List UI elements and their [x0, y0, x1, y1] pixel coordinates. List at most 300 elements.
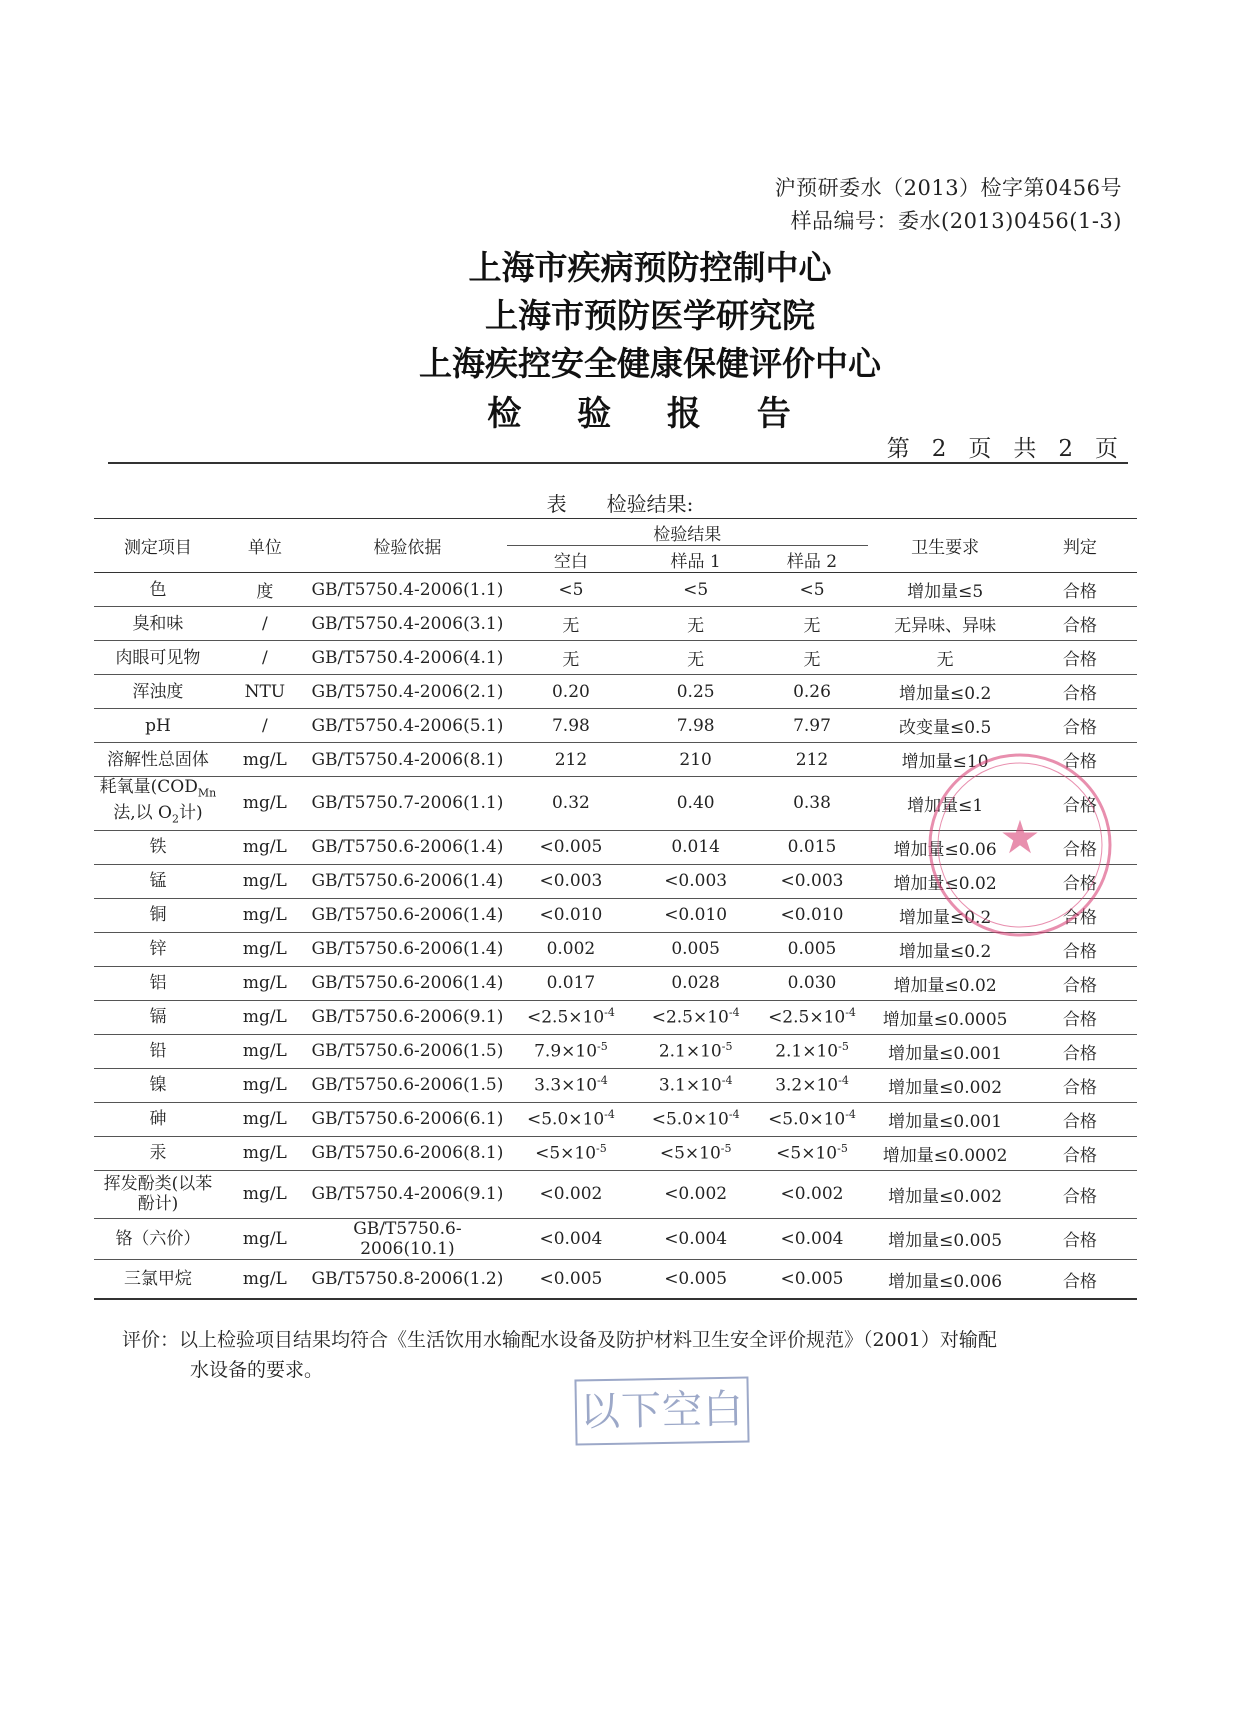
cell-sample-2: [756, 1000, 867, 1034]
evaluation-line-2: 水设备的要求。: [190, 1359, 324, 1381]
cell-verdict: [1023, 966, 1137, 1000]
cell-unit: [222, 1034, 308, 1068]
cell-unit-text: /: [261, 647, 268, 668]
page-number: 2: [931, 436, 947, 462]
cell-unit: [222, 1000, 308, 1034]
cell-sample-1-text: <5.0×10: [651, 1110, 729, 1131]
cell-requirement-text: 增加量≤0.2: [898, 907, 992, 928]
cell-basis-text: GB/T5750.4-2006(9.1): [311, 1184, 504, 1205]
cell-sample-1-text: 3.1×10: [658, 1076, 722, 1097]
table-row: [94, 675, 1137, 709]
cell-unit-text: mg/L: [242, 1109, 287, 1130]
cell-verdict-text: 合格: [1062, 941, 1097, 962]
cell-basis-text: GB/T5750.6-2006(1.4): [311, 973, 504, 994]
cell-requirement: [868, 709, 1023, 743]
cell-unit: [222, 898, 308, 932]
item-subscript: Mn: [197, 786, 217, 800]
cell-unit-text: mg/L: [242, 793, 287, 814]
cell-blank: [507, 675, 635, 709]
cell-verdict: [1023, 1218, 1137, 1259]
cell-sample-1: [635, 1259, 757, 1299]
cell-verdict-text: 合格: [1062, 582, 1097, 602]
caption-prefix: 表: [546, 492, 567, 516]
table-row: [94, 966, 1137, 1000]
cell-requirement-text: 增加量≤0.2: [898, 941, 992, 962]
cell-requirement-text: 增加量≤0.002: [888, 1186, 1003, 1207]
cell-sample-2-text: 3.2×10: [775, 1076, 839, 1097]
cell-verdict: [1023, 709, 1137, 743]
cell-unit-text: NTU: [244, 681, 286, 702]
cell-basis-text: GB/T5750.6-2006(6.1): [311, 1109, 504, 1130]
cell-sample-2-text: 0.030: [787, 973, 837, 994]
cell-basis-text: GB/T5750.4-2006(8.1): [311, 749, 504, 770]
cell-basis: [308, 830, 507, 864]
cell-sample-2: [756, 607, 867, 641]
cell-blank-text: <5: [558, 579, 584, 600]
cell-sample-2-text: 无: [803, 650, 821, 670]
cell-verdict-text: 合格: [1062, 1145, 1097, 1166]
cell-sample-2-text: 0.38: [793, 793, 831, 814]
table-row: [94, 709, 1137, 743]
cell-item: [94, 573, 222, 607]
cell-requirement: [868, 573, 1023, 607]
cell-blank: [507, 932, 635, 966]
cell-blank: [507, 898, 635, 932]
cell-sample-1: [635, 1136, 757, 1170]
cell-sample-2: [756, 1068, 867, 1102]
cell-basis: [308, 1102, 507, 1136]
cell-blank-text: <0.010: [539, 905, 603, 926]
cell-blank-text: 212: [554, 749, 588, 770]
cell-blank: [507, 1170, 635, 1218]
cell-basis: [308, 1068, 507, 1102]
cell-blank-text: <0.003: [539, 871, 603, 892]
header-sample-2: 样品 2: [786, 551, 838, 572]
item-text: 铜: [149, 905, 167, 926]
cell-blank-text: 0.017: [546, 973, 596, 994]
cell-basis-text: GB/T5750.4-2006(3.1): [311, 613, 504, 634]
cell-requirement-text: 增加量≤0.2: [898, 684, 992, 704]
cell-verdict: [1023, 1136, 1137, 1170]
cell-blank-text: 0.32: [551, 793, 590, 814]
item-subscript-2: 2: [171, 812, 179, 826]
cell-sample-1: [635, 777, 757, 831]
cell-sample-1: [635, 898, 757, 932]
item-text: 铝: [149, 973, 167, 994]
cell-sample-2-text: <0.010: [780, 905, 844, 926]
item-text-tail: 计): [178, 803, 203, 824]
cell-blank: [507, 1136, 635, 1170]
item-text: 砷: [149, 1109, 167, 1130]
cell-requirement-text: 增加量≤0.002: [888, 1077, 1003, 1098]
table-row: [94, 1170, 1137, 1218]
cell-sample-2: [756, 709, 867, 743]
header-unit: 单位: [247, 538, 282, 558]
cell-verdict-text: 合格: [1062, 650, 1097, 670]
report-number: 沪预研委水（2013）检字第0456号: [774, 176, 1122, 200]
cell-requirement: [868, 1136, 1023, 1170]
header-divider: [108, 462, 1128, 464]
cell-verdict-text: 合格: [1062, 839, 1097, 860]
cell-blank-text: <5×10: [535, 1144, 597, 1165]
cell-basis: [308, 932, 507, 966]
cell-verdict: [1023, 1102, 1137, 1136]
item-text: 汞: [149, 1143, 167, 1164]
cell-unit-text: mg/L: [242, 1007, 287, 1028]
cell-blank-text: <5.0×10: [526, 1110, 605, 1131]
cell-verdict-text: 合格: [1062, 975, 1097, 996]
header-item: 测定项目: [123, 538, 192, 558]
cell-sample-2-text: <0.002: [780, 1184, 844, 1205]
table-row: [94, 1218, 1137, 1259]
cell-unit: [222, 830, 308, 864]
cell-requirement: [868, 1102, 1023, 1136]
cell-unit-text: mg/L: [242, 939, 287, 960]
cell-basis: [308, 641, 507, 675]
cell-sample-2: [756, 675, 867, 709]
cell-verdict-text: 合格: [1062, 873, 1097, 894]
table-row: [94, 1136, 1137, 1170]
red-seal-stamp: [920, 745, 1120, 945]
cell-sample-2-text: 0.26: [793, 681, 831, 702]
cell-sample-1: [635, 1218, 757, 1259]
cell-sample-1: [635, 743, 757, 777]
evaluation-text: [122, 1325, 1112, 1385]
cell-blank: [507, 777, 635, 831]
cell-item: [94, 1034, 222, 1068]
cell-sample-1-text: 0.40: [676, 793, 715, 814]
table-row: [94, 573, 1137, 607]
table-caption: [0, 488, 1240, 517]
cell-blank: [507, 1102, 635, 1136]
cell-sample-1-text: <2.5×10: [651, 1008, 729, 1029]
cell-unit: [222, 864, 308, 898]
cell-sample-1: [635, 864, 757, 898]
cell-unit-text: mg/L: [242, 1075, 287, 1096]
cell-verdict-text: 合格: [1062, 1186, 1097, 1207]
item-text: 三氯甲烷: [123, 1269, 192, 1290]
cell-requirement: [868, 675, 1023, 709]
header-result-group: 检验结果: [507, 519, 868, 546]
cell-item: [94, 1218, 222, 1259]
cell-blank: [507, 1218, 635, 1259]
cell-verdict-text: 合格: [1062, 1231, 1097, 1252]
cell-unit: [222, 1170, 308, 1218]
org-name-1: 上海市疾病预防控制中心: [468, 248, 832, 287]
cell-requirement: [868, 641, 1023, 675]
header-verdict: 判定: [1062, 538, 1097, 558]
cell-item: [94, 898, 222, 932]
cell-sample-1-text: 0.25: [676, 681, 715, 702]
cell-basis: [308, 777, 507, 831]
cell-requirement: [868, 1000, 1023, 1034]
cell-sample-2: [756, 1170, 867, 1218]
svg-text:★: ★: [999, 810, 1041, 864]
cell-item: [94, 1259, 222, 1299]
cell-blank-text: <0.005: [539, 837, 603, 858]
caption-text: 检验结果:: [606, 492, 694, 516]
cell-sample-1: [635, 573, 757, 607]
cell-sample-1-exponent: -5: [721, 1040, 733, 1054]
cell-sample-1: [635, 1068, 757, 1102]
cell-sample-2: [756, 1034, 867, 1068]
cell-blank: [507, 966, 635, 1000]
cell-unit-text: mg/L: [242, 871, 287, 892]
cell-basis: [308, 573, 507, 607]
cell-requirement-text: 增加量≤10: [901, 752, 989, 772]
cell-unit-text: mg/L: [242, 1143, 287, 1164]
cell-sample-2-text: 2.1×10: [775, 1042, 839, 1063]
item-text-line-2: 酚计): [137, 1194, 179, 1215]
cell-sample-2: [756, 1136, 867, 1170]
cell-basis: [308, 966, 507, 1000]
cell-basis-text: GB/T5750.4-2006(4.1): [311, 647, 504, 668]
cell-basis: [308, 864, 507, 898]
cell-sample-2-text: <5.0×10: [768, 1110, 846, 1131]
cell-sample-1: [635, 675, 757, 709]
cell-requirement-text: 增加量≤0.02: [893, 873, 997, 894]
item-text: 浑浊度: [132, 681, 184, 702]
cell-sample-1: [635, 1170, 757, 1218]
item-text: 挥发酚类(以苯: [103, 1174, 213, 1195]
cell-blank: [507, 607, 635, 641]
cell-unit-text: mg/L: [242, 905, 287, 926]
cell-requirement-text: 增加量≤0.001: [888, 1111, 1003, 1132]
cell-basis: [308, 743, 507, 777]
cell-unit: [222, 743, 308, 777]
cell-item: [94, 641, 222, 675]
cell-basis-text: GB/T5750.6-2006(9.1): [311, 1007, 504, 1028]
cell-blank: [507, 641, 635, 675]
cell-blank-exponent: -5: [596, 1142, 607, 1156]
cell-blank: [507, 1068, 635, 1102]
cell-unit: [222, 777, 308, 831]
cell-sample-1: [635, 1102, 757, 1136]
cell-blank-text: 7.9×10: [534, 1042, 598, 1063]
cell-verdict: [1023, 573, 1137, 607]
cell-blank-text: <2.5×10: [526, 1008, 605, 1029]
cell-sample-1: [635, 709, 757, 743]
cell-sample-2-exponent: -4: [845, 1108, 856, 1122]
cell-unit: [222, 1102, 308, 1136]
cell-verdict-text: 合格: [1062, 616, 1097, 636]
cell-verdict-text: 合格: [1062, 1111, 1097, 1132]
cell-verdict-text: 合格: [1062, 1271, 1097, 1292]
cell-requirement: [868, 1170, 1023, 1218]
cell-sample-2-exponent: -5: [837, 1142, 848, 1156]
cell-sample-2-text: 7.97: [793, 715, 831, 736]
cell-unit: [222, 675, 308, 709]
cell-basis: [308, 1000, 507, 1034]
cell-verdict-text: 合格: [1062, 1009, 1097, 1030]
total-unit: 页: [1095, 436, 1118, 462]
cell-requirement-text: 增加量≤0.005: [888, 1231, 1003, 1252]
cell-sample-1: [635, 1000, 757, 1034]
cell-basis-text: GB/T5750.4-2006(5.1): [311, 715, 504, 736]
cell-sample-2-text: 无: [803, 616, 821, 636]
cell-requirement-text: 增加量≤0.0002: [882, 1145, 1008, 1166]
cell-requirement: [868, 1034, 1023, 1068]
cell-item: [94, 675, 222, 709]
item-text: 铅: [149, 1041, 167, 1062]
cell-basis-text: GB/T5750.6-2006(1.4): [311, 939, 504, 960]
cell-sample-1-text: <0.004: [664, 1228, 728, 1249]
cell-item: [94, 1136, 222, 1170]
cell-requirement-text: 增加量≤0.06: [893, 839, 997, 860]
cell-sample-2-text: 0.015: [787, 837, 837, 858]
item-text: 耗氧量(COD: [99, 777, 198, 797]
cell-sample-1-text: 7.98: [676, 715, 715, 736]
cell-sample-1-exponent: -4: [721, 1074, 733, 1088]
cell-unit: [222, 1259, 308, 1299]
cell-verdict: [1023, 641, 1137, 675]
cell-item: [94, 607, 222, 641]
cell-verdict: [1023, 1000, 1137, 1034]
cell-sample-1-exponent: -4: [728, 1006, 740, 1020]
cell-sample-2: [756, 864, 867, 898]
cell-sample-1-text: 0.005: [671, 939, 720, 960]
cell-verdict-text: 合格: [1062, 684, 1097, 704]
cell-item: [94, 1170, 222, 1218]
header-requirement: 卫生要求: [911, 538, 980, 558]
cell-sample-1: [635, 1034, 757, 1068]
cell-sample-1-exponent: -5: [720, 1142, 732, 1156]
table-row: [94, 1034, 1137, 1068]
cell-item: [94, 864, 222, 898]
cell-requirement-text: 增加量≤1: [907, 795, 984, 816]
cell-basis: [308, 1259, 507, 1299]
cell-sample-2: [756, 966, 867, 1000]
cell-basis-text: GB/T5750.6-2006(1.4): [311, 905, 504, 926]
cell-sample-1-text: 0.014: [671, 837, 720, 858]
cell-item: [94, 743, 222, 777]
table-row: [94, 1000, 1137, 1034]
cell-verdict-text: 合格: [1062, 1077, 1097, 1098]
cell-item: [94, 1068, 222, 1102]
cell-basis: [308, 1170, 507, 1218]
cell-unit-text: mg/L: [242, 1041, 287, 1062]
cell-unit-text: mg/L: [242, 749, 287, 770]
cell-sample-1-text: <0.005: [664, 1269, 728, 1290]
header-blank: 空白: [553, 551, 588, 572]
item-text: 肉眼可见物: [115, 647, 201, 668]
cell-blank: [507, 1000, 635, 1034]
cell-sample-2: [756, 743, 867, 777]
cell-sample-2: [756, 830, 867, 864]
cell-unit-text: mg/L: [242, 1269, 287, 1290]
cell-item: [94, 830, 222, 864]
cell-item: [94, 932, 222, 966]
cell-basis-text: GB/T5750.6-2006(1.4): [311, 837, 504, 858]
cell-verdict-text: 合格: [1062, 1043, 1097, 1064]
cell-blank-exponent: -5: [597, 1040, 608, 1054]
cell-blank: [507, 709, 635, 743]
cell-verdict: [1023, 607, 1137, 641]
cell-verdict-text: 合格: [1062, 752, 1097, 772]
cell-sample-2: [756, 777, 867, 831]
cell-sample-1: [635, 932, 757, 966]
cell-sample-2-text: 0.005: [787, 939, 837, 960]
item-text: 镉: [149, 1007, 167, 1028]
cell-basis: [308, 709, 507, 743]
cell-sample-2: [756, 641, 867, 675]
item-text: 臭和味: [132, 613, 184, 634]
cell-basis-text: GB/T5750.6-2006(1.5): [311, 1041, 504, 1062]
cell-unit-text: 度: [256, 582, 274, 602]
cell-sample-2: [756, 1218, 867, 1259]
item-text: 锌: [149, 939, 167, 960]
total-label: 共: [1013, 436, 1037, 462]
cell-verdict: [1023, 675, 1137, 709]
cell-unit-text: mg/L: [242, 1228, 287, 1249]
cell-sample-2-exponent: -4: [838, 1074, 849, 1088]
cell-basis: [308, 607, 507, 641]
report-title: 检 验 报 告: [487, 394, 813, 434]
cell-blank-text: 无: [562, 650, 580, 670]
cell-unit: [222, 1218, 308, 1259]
cell-sample-2-text: <0.005: [780, 1269, 844, 1290]
cell-unit-text: mg/L: [242, 1184, 287, 1205]
cell-blank: [507, 573, 635, 607]
table-row: [94, 641, 1137, 675]
cell-blank-text: <0.002: [539, 1184, 603, 1205]
cell-verdict: [1023, 1034, 1137, 1068]
cell-blank: [507, 1034, 635, 1068]
cell-requirement: [868, 1218, 1023, 1259]
cell-basis: [308, 1136, 507, 1170]
cell-sample-1-text: <5×10: [659, 1144, 721, 1165]
cell-requirement: [868, 966, 1023, 1000]
cell-sample-1-text: <0.003: [664, 871, 728, 892]
cell-blank-text: <0.004: [539, 1228, 603, 1249]
cell-requirement: [868, 607, 1023, 641]
item-text-line-2: 法,以 O: [113, 803, 172, 824]
cell-basis-text: GB/T5750.4-2006(2.1): [311, 681, 504, 702]
cell-requirement: [868, 1068, 1023, 1102]
cell-unit-text: /: [261, 715, 268, 736]
cell-sample-2-text: <0.004: [780, 1228, 844, 1249]
cell-requirement-text: 无: [936, 650, 954, 670]
page-label: 第: [886, 436, 910, 462]
org-name-3: 上海疾控安全健康保健评价中心: [419, 344, 881, 383]
table-row: [94, 1068, 1137, 1102]
evaluation-line-1: 评价：以上检验项目结果均符合《生活饮用水输配水设备及防护材料卫生安全评价规范》（2001）对输配: [122, 1329, 997, 1351]
item-text: 铬（六价）: [115, 1228, 201, 1249]
cell-sample-2-exponent: -4: [845, 1006, 856, 1020]
cell-sample-2: [756, 898, 867, 932]
cell-basis-text: GB/T5750.6-2006(8.1): [311, 1143, 504, 1164]
cell-unit: [222, 573, 308, 607]
cell-blank-text: 0.002: [546, 939, 596, 960]
cell-blank: [507, 743, 635, 777]
cell-sample-1-text: 0.028: [671, 973, 720, 994]
cell-requirement: [868, 1259, 1023, 1299]
cell-sample-1-text: <0.002: [664, 1184, 728, 1205]
item-text: 溶解性总固体: [106, 749, 209, 770]
cell-requirement-text: 增加量≤0.02: [893, 975, 997, 996]
blank-below-stamp: 以下空白: [574, 1376, 749, 1445]
cell-verdict-text: 合格: [1062, 718, 1097, 738]
table-row: [94, 1259, 1137, 1299]
cell-unit: [222, 641, 308, 675]
cell-unit-text: mg/L: [242, 837, 287, 858]
cell-sample-1-text: 210: [679, 749, 712, 770]
cell-basis: [308, 898, 507, 932]
cell-basis-text: GB/T5750.6-2006(10.1): [353, 1218, 462, 1259]
cell-blank-exponent: -4: [597, 1074, 608, 1088]
cell-sample-2: [756, 1259, 867, 1299]
cell-sample-2-text: <5×10: [776, 1144, 838, 1165]
